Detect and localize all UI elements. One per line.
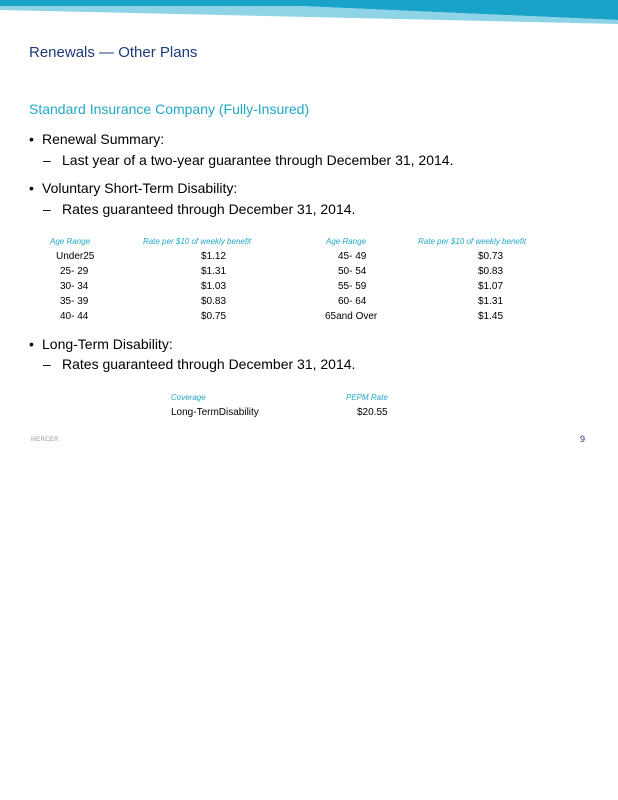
- ltd-header-rate: PEPM Rate: [346, 393, 388, 402]
- std-header-age-left: Age Range: [50, 237, 91, 246]
- std-right-rate-0: $0.73: [478, 251, 504, 262]
- std-left-age-0: Under25: [56, 251, 95, 262]
- ltd-header-coverage: Coverage: [171, 393, 206, 402]
- std-left-age-1: 25- 29: [60, 266, 89, 277]
- section-subtitle: Standard Insurance Company (Fully-Insured): [29, 101, 310, 117]
- std-right-rate-3: $1.31: [478, 296, 504, 307]
- std-left-age-3: 35- 39: [60, 296, 89, 307]
- std-left-age-2: 30- 34: [60, 281, 89, 292]
- std-header-rate-left: Rate per $10 of weekly benefit: [143, 237, 252, 246]
- std-header-rate-right: Rate per $10 of weekly benefit: [418, 237, 527, 246]
- std-left-rate-1: $1.31: [201, 266, 227, 277]
- bullet-renewal-summary: • Renewal Summary:: [29, 131, 165, 147]
- ltd-rate: $20.55: [357, 407, 388, 418]
- std-left-rate-0: $1.12: [201, 251, 227, 262]
- std-right-age-2: 55- 59: [338, 281, 367, 292]
- bullet-std: • Voluntary Short-Term Disability:: [29, 180, 238, 196]
- sub-std: – Rates guaranteed through December 31, 2014.: [43, 201, 356, 217]
- bullet-ltd: • Long-Term Disability:: [29, 336, 173, 352]
- footer-brand: MERCER: [31, 437, 59, 443]
- std-right-rate-4: $1.45: [478, 311, 504, 322]
- std-right-rate-1: $0.83: [478, 266, 504, 277]
- std-left-rate-3: $0.83: [201, 296, 227, 307]
- std-right-age-0: 45- 49: [338, 251, 367, 262]
- std-right-rate-2: $1.07: [478, 281, 504, 292]
- page-title: Renewals — Other Plans: [29, 44, 198, 61]
- std-right-age-4: 65and Over: [325, 311, 378, 322]
- page-number: 9: [580, 434, 586, 444]
- std-left-rate-4: $0.75: [201, 311, 227, 322]
- std-right-age-3: 60- 64: [338, 296, 367, 307]
- std-header-age-right: Age Range: [326, 237, 367, 246]
- ltd-coverage: Long-TermDisability: [171, 407, 259, 418]
- std-left-age-4: 40- 44: [60, 311, 89, 322]
- std-left-rate-2: $1.03: [201, 281, 227, 292]
- sub-renewal-summary: – Last year of a two-year guarantee through December 31, 2014.: [43, 152, 454, 168]
- std-right-age-1: 50- 54: [338, 266, 367, 277]
- header-banner: [0, 0, 618, 24]
- sub-ltd: – Rates guaranteed through December 31, 2014.: [43, 356, 356, 372]
